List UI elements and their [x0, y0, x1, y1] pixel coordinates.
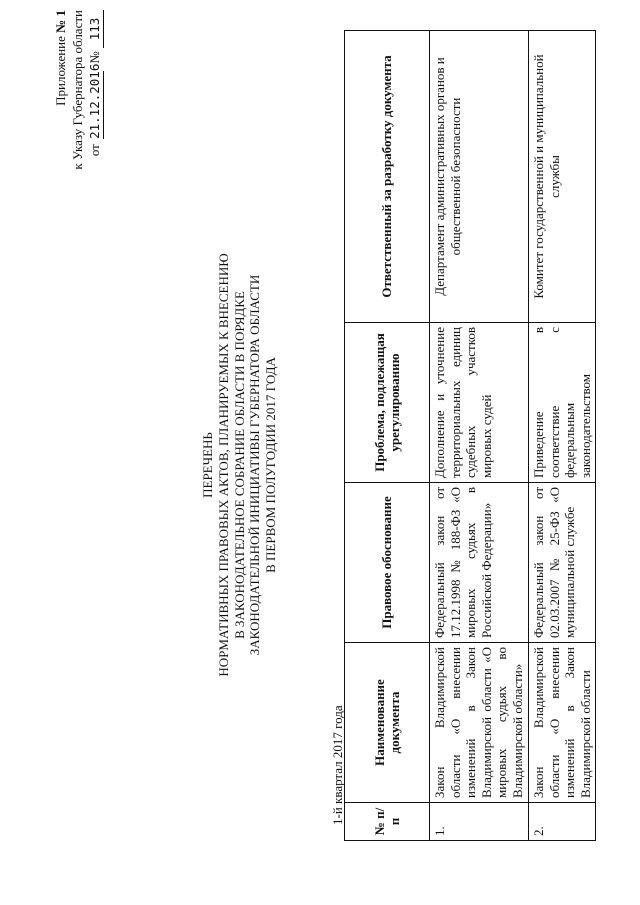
- header-basis: Правовое обоснование: [345, 483, 430, 643]
- table-header-row: [345, 31, 430, 841]
- appendix-block: [52, 10, 104, 185]
- row-responsible: Департамент административных органов и общественной безопасности: [430, 31, 529, 323]
- title-line-3: В ЗАКОНОДАТЕЛЬНОЕ СОБРАНИЕ ОБЛАСТИ В ПОРЯДКЕ: [231, 291, 247, 639]
- table-row: [430, 31, 529, 841]
- title-line-5: В ПЕРВОМ ПОЛУГОДИИ 2017 ГОДА: [263, 357, 279, 573]
- header-responsible: Ответственный за разработку документа: [345, 31, 430, 323]
- quarter-label: 1-й квартал 2017 года: [330, 705, 345, 825]
- title-line-4: ЗАКОНОДАТЕЛЬНОЙ ИНИЦИАТИВЫ ГУБЕРНАТОРА ОБЛАСТИ: [247, 274, 263, 656]
- appendix-date: 21.12.2016: [87, 63, 102, 139]
- row-name: Закон Владимирской области «О внесении изменений в Закон Владимирской области «О мировых судьях во Владимирской области»: [430, 643, 529, 803]
- row-num: 2.: [529, 803, 596, 841]
- acts-table: [344, 30, 596, 841]
- row-problem: Дополнение и уточнение территориальных единиц судебных участков мировых судей: [430, 323, 529, 483]
- row-responsible: Комитет государственной и муниципальной службы: [529, 31, 596, 323]
- row-basis: Федеральный закон от 02.03.2007 № 25-ФЗ «О муниципальной службе: [529, 483, 596, 643]
- appendix-number: № 1: [53, 10, 68, 33]
- row-name: Закон Владимирской области «О внесении изменений в Закон Владимирской области: [529, 643, 596, 803]
- appendix-number-prefix: №: [87, 51, 102, 64]
- header-num: № п/п: [345, 803, 430, 841]
- document-title: [200, 215, 279, 715]
- header-problem: Проблема, подлежащая урегулированию: [345, 323, 430, 483]
- row-basis: Федеральный закон от 17.12.1998 № 188-ФЗ «О мировых судьях в Российской Федерации»: [430, 483, 529, 643]
- appendix-doc-number: 113: [86, 10, 104, 48]
- title-line-2: НОРМАТИВНЫХ ПРАВОВЫХ АКТОВ, ПЛАНИРУЕМЫХ К ВНЕСЕНИЮ: [215, 253, 231, 677]
- title-line-1: ПЕРЕЧЕНЬ: [200, 432, 215, 498]
- row-num: 1.: [430, 803, 529, 841]
- appendix-title: Приложение: [53, 36, 68, 106]
- appendix-decree-line: к Указу Губернатора области: [70, 10, 85, 170]
- appendix-date-prefix: от: [87, 144, 102, 157]
- appendix-heading: [52, 10, 69, 185]
- table-row: [529, 31, 596, 841]
- row-problem: Приведение в соответствие с федеральным законодательством: [529, 323, 596, 483]
- appendix-date-line: [86, 10, 104, 185]
- header-name: Наименование документа: [345, 643, 430, 803]
